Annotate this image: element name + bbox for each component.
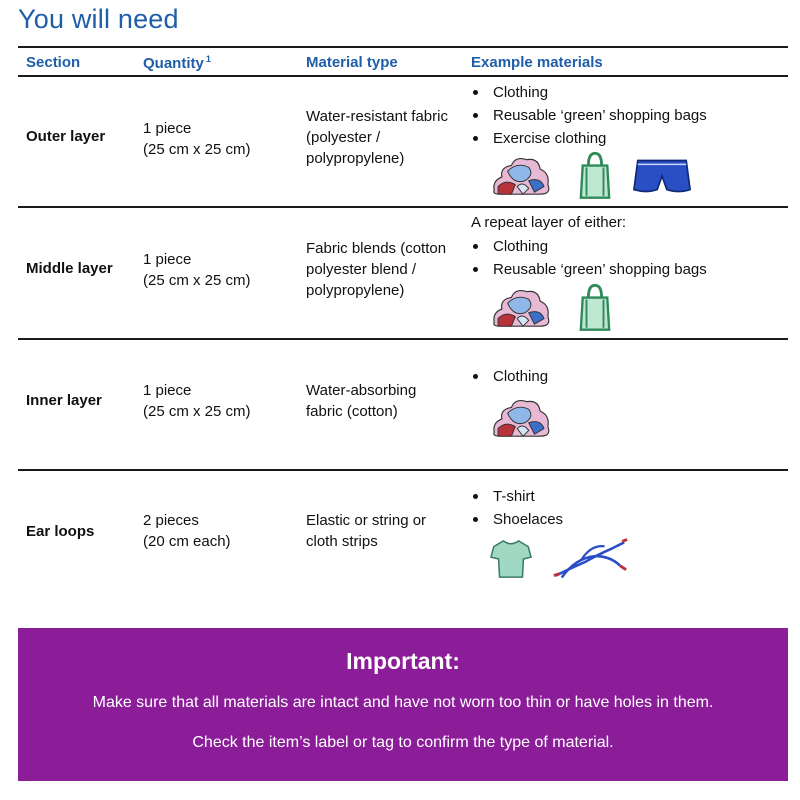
list-item: Reusable ‘green’ shopping bags: [471, 104, 707, 127]
material-line: polypropylene): [306, 282, 405, 299]
row-section-label: Ear loops: [26, 523, 95, 540]
t-shirt-icon: [490, 538, 532, 580]
row-material-type: [306, 510, 426, 552]
row-section-label: Inner layer: [26, 392, 102, 409]
important-title: Important:: [346, 648, 460, 674]
row-section-label: Outer layer: [26, 128, 106, 145]
row-section-label: Middle layer: [26, 260, 113, 277]
header-example-materials: Example materials: [471, 54, 603, 71]
table-top-rule: [18, 46, 788, 48]
row-quantity: [143, 118, 251, 160]
quantity-line: 1 piece: [143, 251, 192, 268]
material-line: polypropylene): [306, 150, 405, 167]
shoelace-icon: [552, 538, 628, 580]
row-material-type: [306, 238, 446, 301]
list-item: T-shirt: [471, 485, 563, 508]
material-line: cloth strips: [306, 533, 378, 550]
green-shopping-bag-icon: [578, 282, 612, 332]
important-line-1: Make sure that all materials are intact and have not worn too thin or have holes in them.: [92, 694, 714, 711]
header-quantity-label: Quantity: [143, 55, 204, 72]
page-title: You will need: [18, 4, 179, 34]
example-list: [471, 235, 707, 281]
example-list: [471, 365, 548, 388]
row-quantity: [143, 380, 251, 422]
material-line: Fabric blends (cotton: [306, 240, 447, 257]
repeat-layer-note: A repeat layer of either:: [471, 214, 627, 231]
clothing-pile-icon: [490, 152, 554, 198]
material-line: fabric (cotton): [306, 403, 398, 420]
list-item: Clothing: [471, 235, 707, 258]
quantity-line: 1 piece: [143, 382, 192, 399]
green-shopping-bag-icon: [578, 150, 612, 200]
quantity-line: (25 cm x 25 cm): [143, 272, 251, 289]
row-material-type: [306, 380, 416, 422]
clothing-pile-icon: [490, 394, 554, 440]
footnote-marker: 1: [205, 54, 211, 64]
row-material-type: [306, 106, 448, 169]
material-line: Water-absorbing: [306, 382, 417, 399]
quantity-line: (25 cm x 25 cm): [143, 141, 251, 158]
quantity-line: 1 piece: [143, 120, 192, 137]
example-list: [471, 485, 563, 531]
row-divider: [18, 469, 788, 471]
row-quantity: [143, 249, 251, 291]
header-rule: [18, 75, 788, 77]
material-line: Elastic or string or: [306, 512, 427, 529]
header-material-type: Material type: [306, 54, 398, 71]
quantity-line: (20 cm each): [143, 533, 231, 550]
material-line: polyester blend /: [306, 261, 417, 278]
important-notice: [18, 628, 788, 781]
list-item: Reusable ‘green’ shopping bags: [471, 258, 707, 281]
clothing-pile-icon: [490, 284, 554, 330]
list-item: Clothing: [471, 365, 548, 388]
quantity-line: (25 cm x 25 cm): [143, 403, 251, 420]
row-quantity: [143, 510, 231, 552]
list-item: Clothing: [471, 81, 707, 104]
list-item: Exercise clothing: [471, 127, 707, 150]
material-line: (polyester /: [306, 129, 381, 146]
row-divider: [18, 206, 788, 208]
material-line: Water-resistant fabric: [306, 108, 448, 125]
header-quantity: [143, 54, 211, 72]
example-list: [471, 81, 707, 150]
quantity-line: 2 pieces: [143, 512, 199, 529]
header-section: Section: [26, 54, 81, 71]
row-divider: [18, 338, 788, 340]
shorts-icon: [632, 156, 692, 196]
important-line-2: Check the item’s label or tag to confirm the type of material.: [192, 734, 614, 751]
list-item: Shoelaces: [471, 508, 563, 531]
